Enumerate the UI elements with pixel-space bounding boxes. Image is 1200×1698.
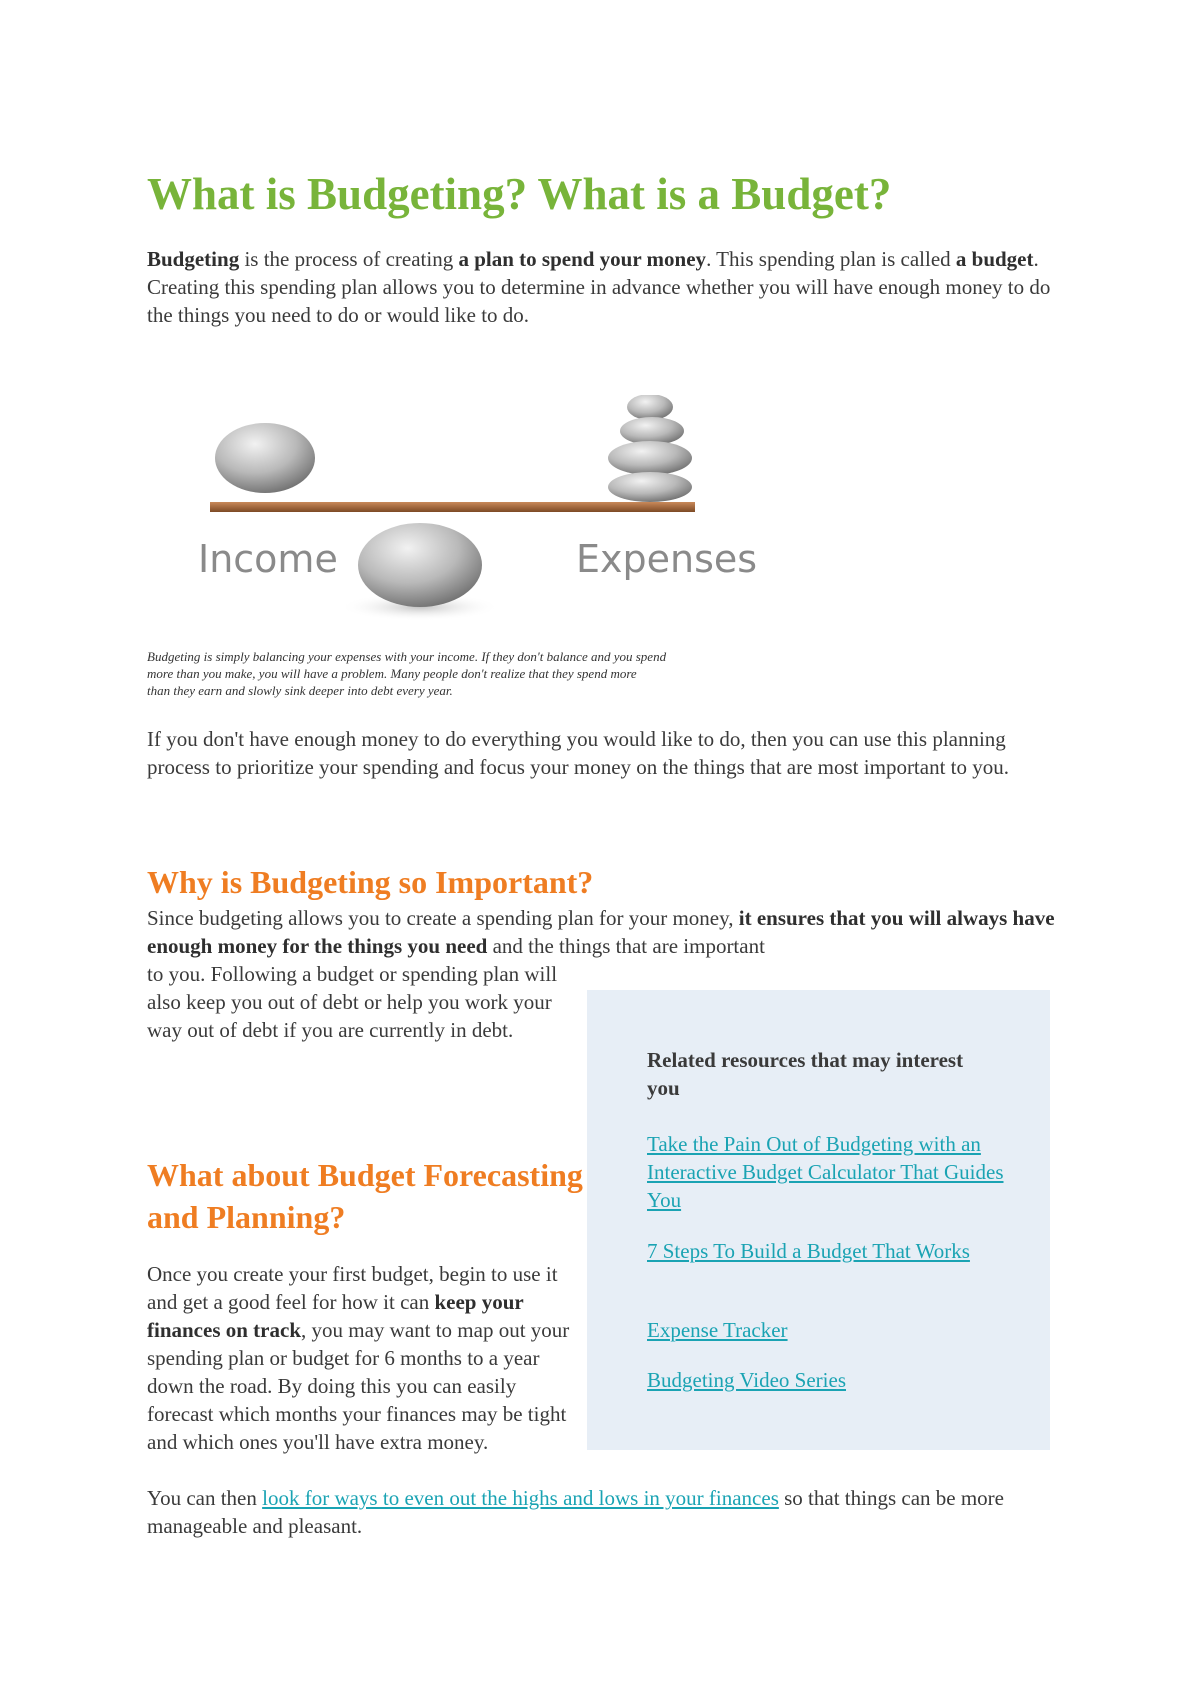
forecast-paragraph xyxy=(147,1260,577,1456)
intro-text-2: . This spending plan is called xyxy=(706,247,956,271)
section-heading-forecast: What about Budget Forecasting and Planning? xyxy=(147,1157,583,1235)
intro-text-1: is the process of creating xyxy=(239,247,459,271)
resource-link-video-series[interactable]: Budgeting Video Series xyxy=(647,1368,846,1392)
scale-plank xyxy=(210,502,695,512)
intro-text-3: . Creating this spending plan allows you to determine in advance whether you will have enough money to do the things you need to do or would like to do. xyxy=(147,247,1051,327)
forecast-paragraph-end xyxy=(147,1484,1077,1540)
stone-stack-2-icon xyxy=(620,417,684,445)
forecast-bold: keep your finances on track xyxy=(147,1290,524,1342)
forecast-text-3: You can then xyxy=(147,1486,263,1510)
even-out-finances-link[interactable]: look for ways to even out the highs and lows in your finances xyxy=(262,1486,779,1510)
stone-stack-3-icon xyxy=(608,441,692,475)
left-stone-icon xyxy=(215,423,315,493)
why-bold: it ensures that you will always have enough money for the things you need xyxy=(147,906,1055,958)
caption-line-1: Budgeting is simply balancing your expenses with your income. If they don't balance and you spend xyxy=(147,649,667,664)
why-paragraph-top xyxy=(147,904,1067,960)
forecast-text-4: so that things can be more manageable and pleasant. xyxy=(147,1486,1004,1538)
caption-line-2: more than you make, you will have a problem. Many people don't realize that they spend more xyxy=(147,666,637,681)
forecast-text-1: Once you create your first budget, begin to use it and get a good feel for how it can xyxy=(147,1262,558,1314)
prioritize-paragraph: If you don't have enough money to do everything you would like to do, then you can use this planning process to prioritize your spending and focus your money on the things that are most important to you. xyxy=(147,727,1010,779)
section-heading-why: Why is Budgeting so Important? xyxy=(147,864,594,900)
figure-caption xyxy=(147,648,847,699)
expenses-label: Expenses xyxy=(576,537,758,581)
sidebar-title: Related resources that may interest you xyxy=(647,1048,964,1100)
intro-bold-budget: a budget xyxy=(955,247,1034,271)
why-text-2: and the things that are important xyxy=(487,934,765,958)
fulcrum-stone-icon xyxy=(358,523,482,607)
balance-scale-illustration xyxy=(180,395,780,630)
page-title: What is Budgeting? What is a Budget? xyxy=(147,169,892,219)
intro-paragraph xyxy=(147,245,1067,329)
forecast-text-2: , you may want to map out your spending plan or budget for 6 months to a year down the road. By doing this you can easily forecast which months your finances may be tight and which ones you'll have extra money. xyxy=(147,1318,570,1454)
why-text-1: Since budgeting allows you to create a spending plan for your money, xyxy=(147,906,739,930)
why-paragraph-wrapped: to you. Following a budget or spending plan will also keep you out of debt or help you work your way out of debt if you are currently in debt. xyxy=(147,962,558,1042)
caption-line-3: than they earn and slowly sink deeper into debt every year. xyxy=(147,683,453,698)
resource-link-expense-tracker[interactable]: Expense Tracker xyxy=(647,1318,788,1342)
related-resources-sidebar xyxy=(587,990,1050,1450)
resource-link-budget-calculator[interactable]: Take the Pain Out of Budgeting with an Interactive Budget Calculator That Guides You xyxy=(647,1132,1004,1212)
income-label: Income xyxy=(198,537,338,581)
intro-bold-plan: a plan to spend your money xyxy=(458,247,707,271)
stone-stack-top-icon xyxy=(627,395,673,420)
intro-bold-budgeting: Budgeting xyxy=(147,247,240,271)
resource-link-seven-steps[interactable]: 7 Steps To Build a Budget That Works xyxy=(647,1239,970,1263)
stone-stack-base-icon xyxy=(608,472,692,502)
